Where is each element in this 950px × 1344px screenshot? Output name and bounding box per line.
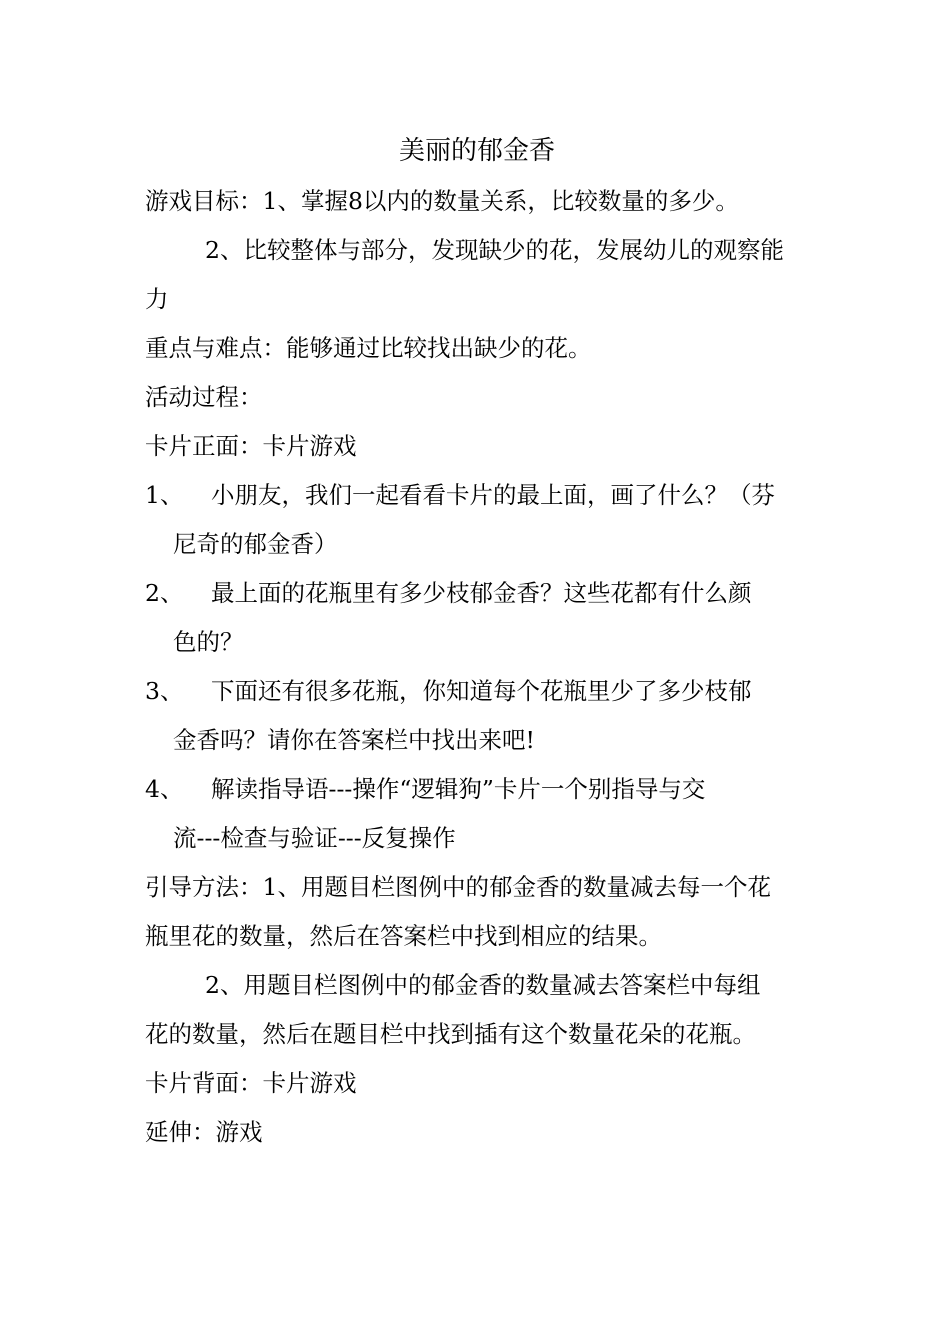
extension: 延伸：游戏 [145,1118,263,1146]
key-points: 重点与难点：能够通过比较找出缺少的花。 [145,334,592,362]
list-item [145,471,807,569]
card-front: 卡片正面：卡片游戏 [145,432,357,460]
method-2-line1: 2、用题目栏图例中的郁金香的数量减去答案栏中每组 [205,971,761,999]
goal-1: 1、掌握8以内的数量关系，比较数量的多少。 [262,187,739,215]
list-text-line2: 金香吗？请你在答案栏中找出来吧! [173,726,535,754]
list-item [145,569,807,667]
list-text-line2: 流---检查与验证---反复操作 [173,824,456,852]
goal-2-line1: 2、比较整体与部分，发现缺少的花，发展幼儿的观察能 [205,236,784,264]
document-body [145,125,807,1157]
list-number: 2、 [145,579,184,607]
method-1-line2: 瓶里花的数量，然后在答案栏中找到相应的结果。 [145,922,662,950]
list-item [145,667,807,765]
card-back: 卡片背面：卡片游戏 [145,1069,357,1097]
list-text-line1: 解读指导语---操作“逻辑狗”卡片一个别指导与交 [211,775,706,803]
list-text-line1: 小朋友，我们一起看看卡片的最上面，画了什么？（芬 [211,481,775,509]
method-2-line2: 花的数量，然后在题目栏中找到插有这个数量花朵的花瓶。 [145,1020,756,1048]
list-number: 4、 [145,775,184,803]
goal-line [145,177,807,226]
goal-2-line2: 力 [145,285,169,313]
list-number: 1、 [145,481,184,509]
method-1-line1: 引导方法：1、用题目栏图例中的郁金香的数量减去每一个花 [145,873,771,901]
list-text-line1: 下面还有很多花瓶，你知道每个花瓶里少了多少枝郁 [211,677,752,705]
list-item [145,765,807,863]
goal-label: 游戏目标： [145,187,263,215]
page-title: 美丽的郁金香 [398,136,555,166]
list-text-line2: 色的？ [173,628,244,656]
process-label: 活动过程： [145,383,263,411]
list-text-line2: 尼奇的郁金香） [173,530,338,558]
list-number: 3、 [145,677,184,705]
list-text-line1: 最上面的花瓶里有多少枝郁金香？这些花都有什么颜 [211,579,752,607]
